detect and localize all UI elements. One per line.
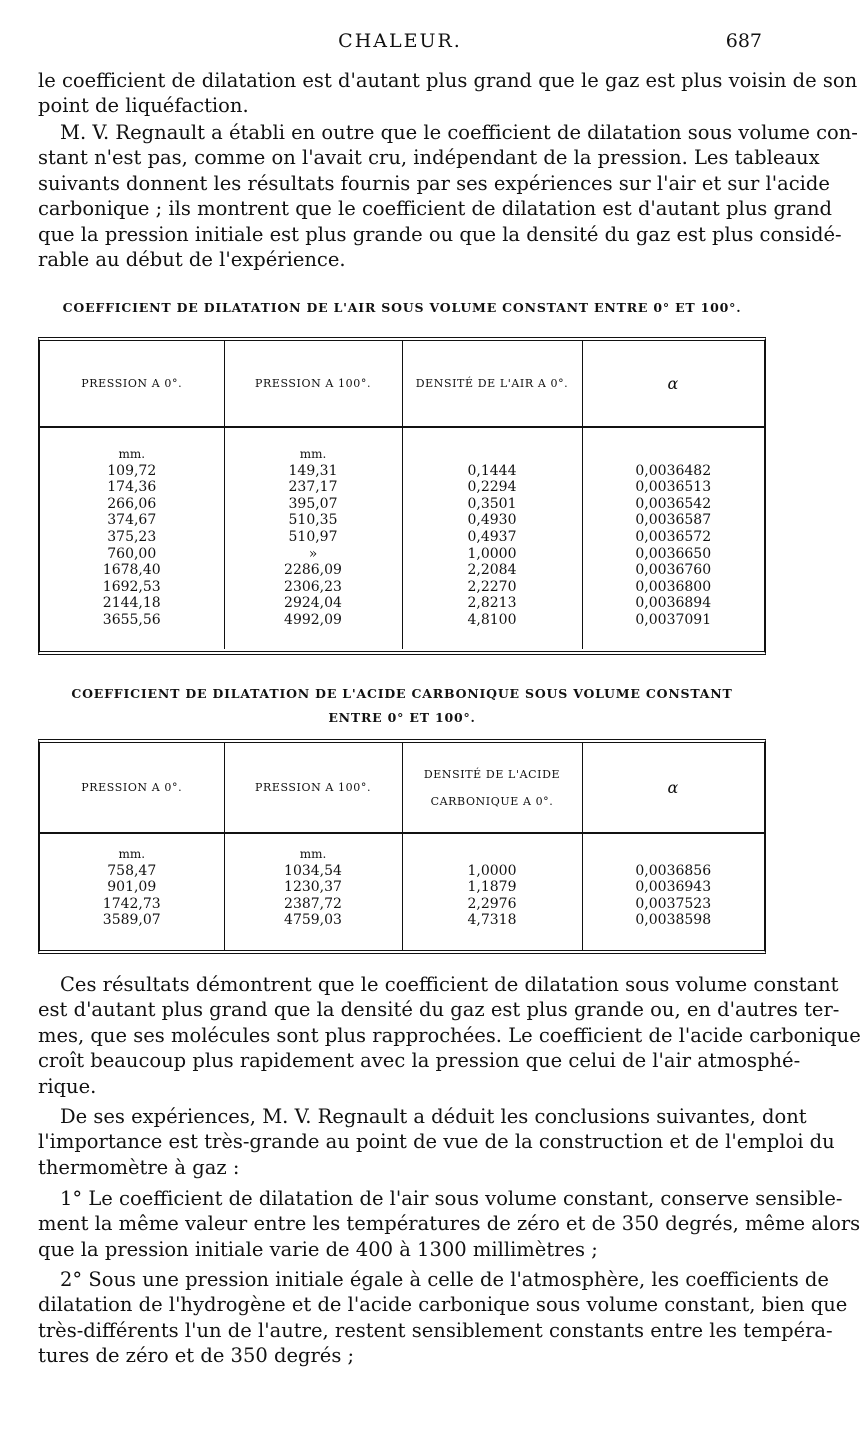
table-column xyxy=(224,833,402,950)
paragraph-regnault-pressure xyxy=(38,120,858,272)
table-cell: 1742,73 xyxy=(102,895,161,912)
table-cell: 0,2294 xyxy=(467,479,517,496)
table-cell: 3655,56 xyxy=(102,611,161,628)
table-cell: 0,0036482 xyxy=(635,462,712,479)
table-cell: 4,8100 xyxy=(467,611,517,628)
table-cell: 1,0000 xyxy=(467,545,517,562)
table-cell: 2306,23 xyxy=(284,578,342,595)
text-line: 1° Le coefficient de dilatation de l'air sous volume constant, conserve sensible- xyxy=(60,1187,843,1210)
text-line: thermomètre à gaz : xyxy=(38,1155,240,1179)
table-cell: 0,0036800 xyxy=(635,578,712,595)
table-cell: 2,2976 xyxy=(467,895,517,912)
unit-label xyxy=(403,446,582,463)
text-line: M. V. Regnault a établi en outre que le coefficient de dilatation sous volume con- xyxy=(60,121,858,144)
header-line: DENSITÉ DE L'ACIDE xyxy=(423,767,561,781)
table-cell: 2924,04 xyxy=(284,595,342,612)
column-header: PRESSION A 0°. xyxy=(40,341,224,427)
table-cell: 1,0000 xyxy=(467,862,517,879)
table-air-grid xyxy=(40,341,764,649)
column-header: DENSITÉ DE L'AIR A 0°. xyxy=(402,341,582,427)
column-header: PRESSION A 100°. xyxy=(224,743,402,833)
table-column xyxy=(402,833,582,950)
table-cell: 0,0038598 xyxy=(635,912,712,929)
column-header-alpha xyxy=(582,743,764,833)
text-line: point de liquéfaction. xyxy=(38,94,249,118)
alpha-symbol: α xyxy=(667,778,679,797)
table-cell: » xyxy=(308,545,318,562)
table-cell: 510,35 xyxy=(288,512,338,529)
table-cell: 0,0036587 xyxy=(635,512,712,529)
text-line: que la pression initiale est plus grande ou que la densité du gaz est plus considé- xyxy=(38,222,842,246)
table-cell: 2286,09 xyxy=(284,562,342,579)
text-line: que la pression initiale varie de 400 à 1300 millimètres ; xyxy=(38,1237,598,1261)
unit-label: mm. xyxy=(118,447,146,461)
text-line: croît beaucoup plus rapidement avec la pression que celui de l'air atmosphé- xyxy=(38,1049,801,1073)
text-line: l'importance est très-grande au point de vue de la construction et de l'emploi du xyxy=(38,1130,835,1154)
table-column xyxy=(224,427,402,649)
unit-label: mm. xyxy=(118,847,146,861)
text-line: rique. xyxy=(38,1074,97,1098)
text-line: le coefficient de dilatation est d'autant plus grand que le gaz est plus voisin de son xyxy=(38,69,858,92)
unit-label xyxy=(403,846,582,863)
table-cell: 4759,03 xyxy=(284,912,342,929)
table-cell: 0,3501 xyxy=(467,495,517,512)
table-co2-grid xyxy=(40,743,764,950)
table-cell: 174,36 xyxy=(107,479,157,496)
table-cell: 758,47 xyxy=(107,862,157,879)
unit-label xyxy=(583,846,765,863)
table-air-caption: COEFFICIENT DE DILATATION DE L'AIR SOUS VOLUME CONSTANT ENTRE 0° ET 100°. xyxy=(62,300,742,315)
running-header xyxy=(0,30,800,58)
table-cell: 1230,37 xyxy=(284,879,342,896)
text-line: rable au début de l'expérience. xyxy=(38,247,346,271)
table-cell: 2,2084 xyxy=(467,562,517,579)
table-co2 xyxy=(38,739,766,954)
table-cell: 0,0037523 xyxy=(635,895,712,912)
text-line: De ses expériences, M. V. Regnault a déduit les conclusions suivantes, dont xyxy=(60,1105,807,1128)
table-cell: 0,0036894 xyxy=(635,595,712,612)
text-line: ment la même valeur entre les températures de zéro et de 350 degrés, même alors xyxy=(38,1212,861,1236)
table-column xyxy=(402,427,582,649)
table-cell: 0,0036513 xyxy=(635,479,712,496)
table-cell: 4992,09 xyxy=(284,611,342,628)
paragraph-continuation xyxy=(38,68,858,119)
table-column xyxy=(40,833,224,950)
text-line: mes, que ses molécules sont plus rapprochées. Le coefficient de l'acide carbonique xyxy=(38,1023,861,1047)
table-cell: 2144,18 xyxy=(102,595,161,612)
table-cell: 1692,53 xyxy=(102,578,161,595)
table-cell: 901,09 xyxy=(107,879,157,896)
table-cell: 2,2270 xyxy=(467,578,517,595)
table-air xyxy=(38,337,766,655)
paragraph-results xyxy=(38,972,861,1099)
unit-label: mm. xyxy=(299,847,327,861)
column-header: PRESSION A 100°. xyxy=(224,341,402,427)
table-cell: 0,0036943 xyxy=(635,879,712,896)
table-cell: 0,0036856 xyxy=(635,862,712,879)
alpha-symbol: α xyxy=(667,374,679,393)
table-cell: 760,00 xyxy=(107,545,157,562)
table-cell: 0,0036650 xyxy=(635,545,712,562)
column-header-density xyxy=(402,743,582,833)
table-column xyxy=(582,833,764,950)
table-cell: 395,07 xyxy=(288,495,338,512)
table-cell: 2387,72 xyxy=(284,895,342,912)
header-line: CARBONIQUE A 0°. xyxy=(430,794,554,808)
table-cell: 266,06 xyxy=(107,495,157,512)
text-line: 2° Sous une pression initiale égale à celle de l'atmosphère, les coefficients de xyxy=(60,1268,829,1291)
column-header-alpha xyxy=(582,341,764,427)
text-line: est d'autant plus grand que la densité du gaz est plus grande ou, en d'autres ter- xyxy=(38,998,840,1022)
table-cell: 2,8213 xyxy=(467,595,517,612)
table-cell: 0,4937 xyxy=(467,528,517,545)
paragraph-conclusion-2 xyxy=(38,1267,848,1369)
page-number: 687 xyxy=(725,30,762,52)
table-co2-caption-line2: ENTRE 0° ET 100°. xyxy=(328,710,476,725)
table-co2-caption-line1: COEFFICIENT DE DILATATION DE L'ACIDE CARBONIQUE SOUS VOLUME CONSTANT xyxy=(71,686,733,701)
text-line: dilatation de l'hydrogène et de l'acide carbonique sous volume constant, bien que xyxy=(38,1293,848,1317)
paragraph-conclusions xyxy=(38,1104,835,1180)
table-cell: 0,1444 xyxy=(467,462,517,479)
table-cell: 1,1879 xyxy=(467,879,517,896)
unit-label xyxy=(583,446,765,463)
table-cell: 0,0037091 xyxy=(635,611,712,628)
table-cell: 0,0036572 xyxy=(635,528,712,545)
table-cell: 1678,40 xyxy=(102,562,161,579)
table-cell: 0,0036760 xyxy=(635,562,712,579)
text-line: très-différents l'un de l'autre, restent sensiblement constants entre les tempéra- xyxy=(38,1318,833,1342)
running-title: CHALEUR. xyxy=(338,30,462,52)
table-cell: 375,23 xyxy=(107,528,157,545)
table-cell: 4,7318 xyxy=(467,912,517,929)
table-cell: 237,17 xyxy=(288,479,338,496)
text-line: Ces résultats démontrent que le coefficient de dilatation sous volume constant xyxy=(60,973,839,996)
text-line: carbonique ; ils montrent que le coefficient de dilatation est d'autant plus grand xyxy=(38,197,832,221)
table-cell: 109,72 xyxy=(107,462,157,479)
unit-label: mm. xyxy=(299,447,327,461)
text-line: tures de zéro et de 350 degrés ; xyxy=(38,1344,355,1368)
table-cell: 1034,54 xyxy=(284,862,342,879)
table-cell: 374,67 xyxy=(107,512,157,529)
table-cell: 3589,07 xyxy=(102,912,161,929)
table-cell: 510,97 xyxy=(288,528,338,545)
table-column xyxy=(582,427,764,649)
table-cell: 149,31 xyxy=(288,462,338,479)
paragraph-conclusion-1 xyxy=(38,1186,861,1262)
text-line: stant n'est pas, comme on l'avait cru, indépendant de la pression. Les tableaux xyxy=(38,146,820,170)
column-header: PRESSION A 0°. xyxy=(40,743,224,833)
table-cell: 0,4930 xyxy=(467,512,517,529)
table-column xyxy=(40,427,224,649)
table-cell: 0,0036542 xyxy=(635,495,712,512)
text-line: suivants donnent les résultats fournis par ses expériences sur l'air et sur l'acide xyxy=(38,171,830,195)
